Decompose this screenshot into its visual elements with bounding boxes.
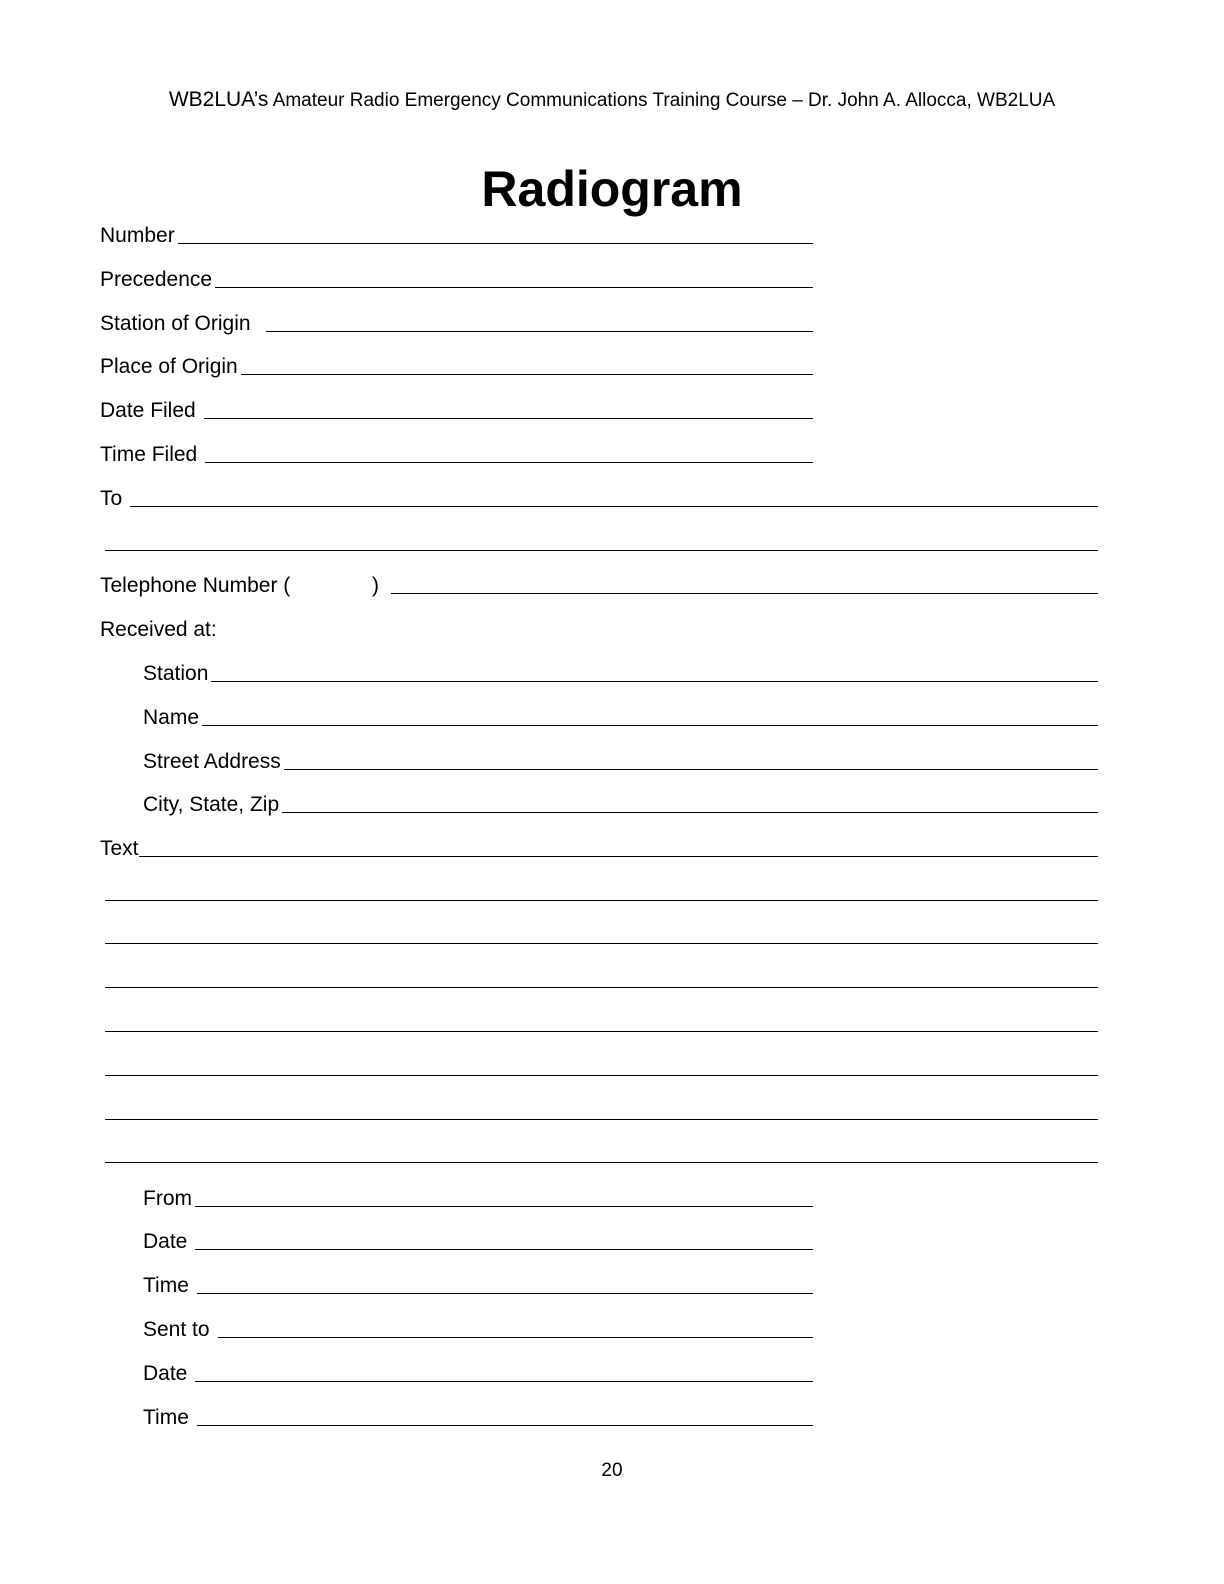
date-field-1[interactable]	[143, 1224, 813, 1254]
page-header	[0, 88, 1224, 112]
name-line[interactable]	[202, 725, 1098, 726]
station-of-origin-label: Station of Origin	[100, 312, 257, 335]
text-field[interactable]	[100, 831, 1098, 861]
blank-text-line[interactable]	[105, 900, 1098, 901]
blank-text-line[interactable]	[105, 1119, 1098, 1120]
place-of-origin-label: Place of Origin	[100, 355, 238, 378]
number-field[interactable]	[100, 218, 813, 248]
name-label: Name	[143, 706, 200, 729]
telephone-field[interactable]	[100, 568, 1098, 598]
telephone-line[interactable]	[391, 593, 1098, 594]
time-filed-field[interactable]	[100, 437, 813, 467]
station-line[interactable]	[211, 681, 1098, 682]
date-filed-label: Date Filed	[100, 399, 196, 422]
text-line-8[interactable]	[105, 1137, 1098, 1167]
received-at-label: Received at:	[100, 618, 217, 641]
city-state-zip-label: City, State, Zip	[143, 793, 280, 816]
blank-text-line[interactable]	[105, 1162, 1098, 1163]
text-line-7[interactable]	[105, 1094, 1098, 1124]
text-line-4[interactable]	[105, 962, 1098, 992]
precedence-label: Precedence	[100, 268, 213, 291]
time-line-1[interactable]	[197, 1293, 813, 1294]
city-state-zip-field[interactable]	[143, 787, 1098, 817]
name-field[interactable]	[143, 700, 1098, 730]
date-filed-line[interactable]	[204, 418, 813, 419]
time-label-2: Time	[143, 1406, 189, 1429]
station-of-origin-line[interactable]	[266, 331, 813, 332]
date-field-2[interactable]	[143, 1356, 813, 1386]
street-address-field[interactable]	[143, 744, 1098, 774]
from-line[interactable]	[195, 1206, 813, 1207]
time-label-1: Time	[143, 1274, 189, 1297]
date-filed-field[interactable]	[100, 393, 813, 423]
date-line-2[interactable]	[195, 1381, 813, 1382]
time-filed-label: Time Filed	[100, 443, 198, 466]
date-label-2: Date	[143, 1362, 188, 1385]
city-state-zip-line[interactable]	[282, 812, 1098, 813]
street-address-label: Street Address	[143, 750, 281, 773]
to-line[interactable]	[130, 506, 1098, 507]
text-line-6[interactable]	[105, 1050, 1098, 1080]
blank-text-line[interactable]	[105, 1075, 1098, 1076]
text-line-2[interactable]	[105, 875, 1098, 905]
station-field[interactable]	[143, 656, 1098, 686]
precedence-field[interactable]	[100, 262, 813, 292]
time-field-2[interactable]	[143, 1400, 813, 1430]
sent-to-label: Sent to	[143, 1318, 210, 1341]
text-line-5[interactable]	[105, 1006, 1098, 1036]
place-of-origin-line[interactable]	[241, 374, 813, 375]
text-line-3[interactable]	[105, 918, 1098, 948]
place-of-origin-field[interactable]	[100, 349, 813, 379]
text-label: Text	[100, 837, 139, 860]
time-filed-line[interactable]	[205, 462, 813, 463]
number-line[interactable]	[178, 243, 813, 244]
header-callsign: WB2LUA’s	[168, 88, 269, 111]
to-field[interactable]	[100, 481, 1098, 511]
station-label: Station	[143, 662, 209, 685]
page-title: Radiogram	[481, 161, 743, 217]
precedence-line[interactable]	[215, 287, 813, 288]
header-course-title: Amateur Radio Emergency Communications Training Course – Dr. John A. Allocca, WB2LUA	[268, 90, 1056, 111]
time-line-2[interactable]	[197, 1425, 813, 1426]
sent-to-line[interactable]	[218, 1337, 813, 1338]
received-at-heading	[100, 612, 400, 642]
sent-to-field[interactable]	[143, 1312, 813, 1342]
station-of-origin-field[interactable]	[100, 306, 813, 336]
page-number: 20	[601, 1460, 623, 1481]
street-address-line[interactable]	[284, 769, 1098, 770]
text-line[interactable]	[139, 856, 1098, 857]
date-label-1: Date	[143, 1230, 188, 1253]
date-line-1[interactable]	[195, 1249, 813, 1250]
to-line-2[interactable]	[105, 525, 1098, 555]
to-label: To	[100, 487, 123, 510]
from-field[interactable]	[143, 1181, 813, 1211]
from-label: From	[143, 1187, 192, 1210]
time-field-1[interactable]	[143, 1268, 813, 1298]
number-label: Number	[100, 224, 175, 247]
blank-text-line[interactable]	[105, 943, 1098, 944]
to-continuation-line[interactable]	[105, 550, 1098, 551]
blank-text-line[interactable]	[105, 987, 1098, 988]
telephone-label: Telephone Number ( )	[100, 574, 379, 597]
blank-text-line[interactable]	[105, 1031, 1098, 1032]
